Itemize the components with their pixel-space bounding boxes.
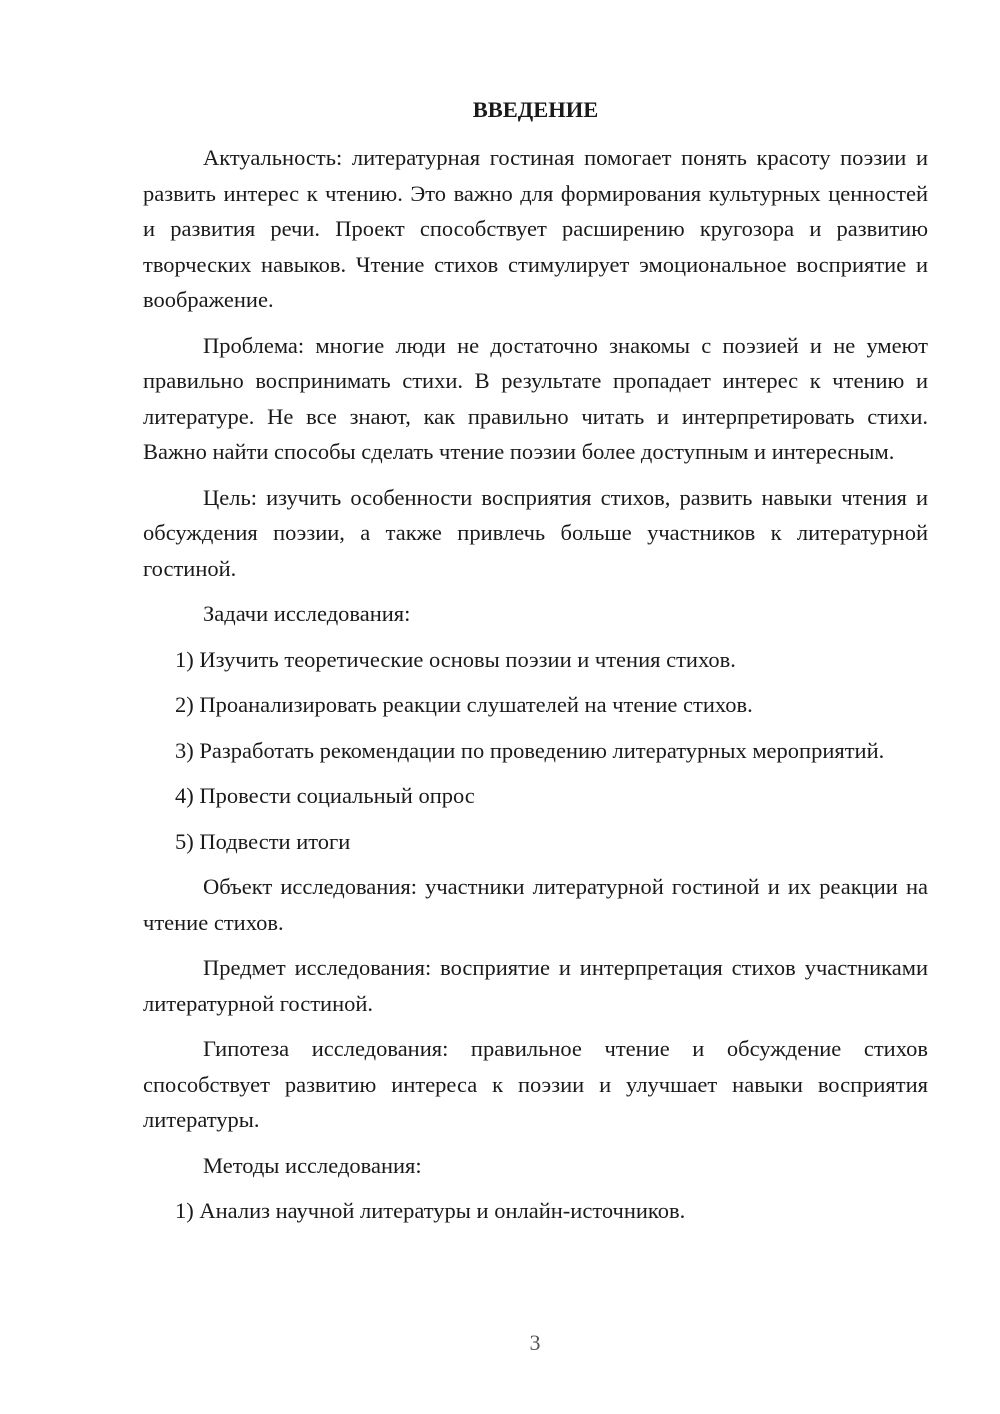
- task-item-2: 2) Проанализировать реакции слушателей на чтение стихов.: [175, 692, 753, 717]
- page-content: [143, 90, 928, 1239]
- task-item-5: 5) Подвести итоги: [175, 828, 351, 854]
- methods-heading: Методы исследования:: [203, 1152, 422, 1178]
- object-paragraph: Объект исследования: участники литературной гостиной и их реакции на чтение стихов.: [143, 874, 928, 935]
- tasks-heading: Задачи исследования:: [203, 601, 411, 626]
- section-title: ВВЕДЕНИЕ: [472, 97, 599, 122]
- subject-paragraph: Предмет исследования: восприятие и интерпретация стихов участниками литературной гостиной.: [143, 955, 928, 1016]
- goal-paragraph: Цель: изучить особенности восприятия стихов, развить навыки чтения и обсуждения поэзии, а также привлечь больше участников к литературной гостиной.: [143, 484, 928, 581]
- problem-paragraph: Проблема: многие люди не достаточно знакомы с поэзией и не умеют правильно воспринимать стихи. В результате пропадает интерес к чтению и литературе. Не все знают, как правильно читать и интерпретировать стихи. Важно найти способы сделать чтение поэзии более доступным и интересным.: [143, 332, 928, 464]
- relevance-paragraph: Актуальность: литературная гостиная помогает понять красоту поэзии и развить интерес к чтению. Это важно для формирования культурных ценностей и развития речи. Проект способствует расширению кругозора и развитию творческих навыков. Чтение стихов стимулирует эмоциональное восприятие и воображение.: [143, 145, 928, 312]
- task-item-3: 3) Разработать рекомендации по проведению литературных мероприятий.: [175, 737, 885, 763]
- method-item-1: 1) Анализ научной литературы и онлайн-источников.: [175, 1198, 686, 1223]
- task-item-1: 1) Изучить теоретические основы поэзии и чтения стихов.: [175, 646, 736, 672]
- page-number: 3: [529, 1330, 541, 1355]
- hypothesis-paragraph: Гипотеза исследования: правильное чтение и обсуждение стихов способствует развитию интереса к поэзии и улучшает навыки восприятия литературы.: [143, 1036, 928, 1132]
- task-item-4: 4) Провести социальный опрос: [175, 783, 475, 808]
